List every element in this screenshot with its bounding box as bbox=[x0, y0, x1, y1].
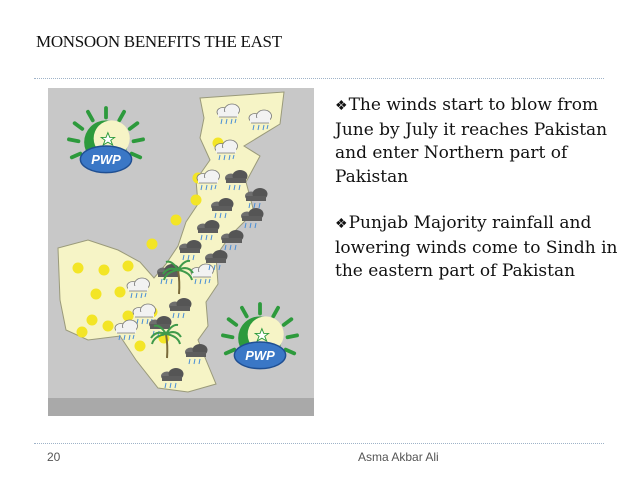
bullet-list bbox=[335, 94, 620, 284]
footer-divider bbox=[34, 443, 604, 444]
diamond-bullet-icon: ❖ bbox=[335, 216, 348, 232]
diamond-bullet-icon: ❖ bbox=[335, 98, 348, 114]
pwp-logo-text-top: PWP bbox=[91, 152, 121, 167]
pakistan-weather-map bbox=[48, 88, 314, 416]
bullet-text-2: Punjab Majority rainfall and lowering winds come to Sindh in the eastern part of Pakistan bbox=[335, 213, 618, 281]
title-divider bbox=[34, 78, 604, 79]
slide-title: MONSOON BENEFITS THE EAST bbox=[36, 32, 282, 51]
author-name: Asma Akbar Ali bbox=[358, 450, 439, 464]
bullet-item bbox=[335, 94, 620, 189]
bullet-text-1: The winds start to blow from June by July it reaches Pakistan and enter Northern part of Pakistan bbox=[335, 95, 608, 187]
pwp-logo-text-bottom: PWP bbox=[245, 348, 275, 363]
bullet-item bbox=[335, 212, 620, 284]
map-base-shadow bbox=[48, 398, 314, 416]
page-number: 20 bbox=[47, 450, 61, 464]
